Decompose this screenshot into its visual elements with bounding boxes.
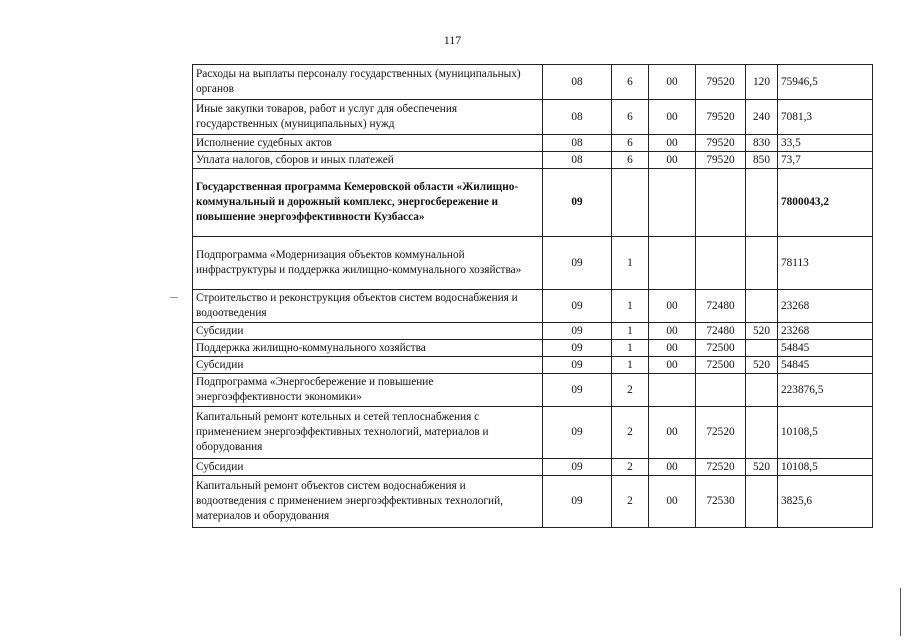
row-subprogram-code	[649, 237, 696, 290]
row-program-code	[612, 169, 649, 237]
row-section-code: 09	[543, 290, 612, 323]
row-amount: 223876,5	[778, 374, 873, 407]
row-expense-type-code: 850	[746, 152, 778, 169]
row-direction-code: 79520	[696, 135, 746, 152]
table-row	[193, 476, 873, 528]
scan-edge-mark	[900, 588, 901, 636]
table-row	[193, 323, 873, 340]
row-expense-type-code: 520	[746, 323, 778, 340]
table-row	[193, 459, 873, 476]
row-amount: 75946,5	[778, 65, 873, 100]
row-direction-code: 72530	[696, 476, 746, 528]
row-amount: 73,7	[778, 152, 873, 169]
row-expense-type-code	[746, 290, 778, 323]
row-program-code: 2	[612, 374, 649, 407]
row-name: Капитальный ремонт котельных и сетей теплоснабжения с применением энергоэффективных технологий, материалов и оборудования	[193, 407, 543, 459]
table-row	[193, 152, 873, 169]
row-direction-code	[696, 374, 746, 407]
table-row	[193, 65, 873, 100]
table-row	[193, 237, 873, 290]
row-name: Государственная программа Кемеровской области «Жилищно-коммунальный и дорожный комплекс, энергосбережение и повышение энергоэффективности Кузбасса»	[193, 169, 543, 237]
row-amount: 54845	[778, 357, 873, 374]
page-number: 117	[443, 33, 462, 47]
row-program-code: 2	[612, 476, 649, 528]
row-expense-type-code	[746, 169, 778, 237]
row-program-code: 1	[612, 340, 649, 357]
row-program-code: 6	[612, 135, 649, 152]
row-subprogram-code: 00	[649, 476, 696, 528]
row-amount: 23268	[778, 290, 873, 323]
table-row	[193, 357, 873, 374]
scan-artifact	[170, 297, 178, 298]
row-section-code: 09	[543, 169, 612, 237]
row-expense-type-code	[746, 340, 778, 357]
row-direction-code: 79520	[696, 65, 746, 100]
row-amount: 33,5	[778, 135, 873, 152]
table-row	[193, 100, 873, 135]
row-amount: 54845	[778, 340, 873, 357]
row-subprogram-code: 00	[649, 407, 696, 459]
row-program-code: 6	[612, 152, 649, 169]
row-name: Подпрограмма «Модернизация объектов коммунальной инфраструктуры и поддержка жилищно-коммунального хозяйства»	[193, 237, 543, 290]
row-section-code: 09	[543, 237, 612, 290]
row-name: Поддержка жилищно-коммунального хозяйства	[193, 340, 543, 357]
row-amount: 3825,6	[778, 476, 873, 528]
row-expense-type-code: 520	[746, 357, 778, 374]
row-name: Строительство и реконструкция объектов систем водоснабжения и водоотведения	[193, 290, 543, 323]
row-subprogram-code: 00	[649, 100, 696, 135]
row-name: Субсидии	[193, 357, 543, 374]
row-direction-code: 72500	[696, 340, 746, 357]
row-section-code: 09	[543, 357, 612, 374]
row-section-code: 08	[543, 135, 612, 152]
row-section-code: 09	[543, 323, 612, 340]
row-amount: 23268	[778, 323, 873, 340]
row-section-code: 09	[543, 407, 612, 459]
row-section-code: 08	[543, 100, 612, 135]
row-program-code: 6	[612, 100, 649, 135]
row-direction-code: 79520	[696, 100, 746, 135]
row-amount: 10108,5	[778, 407, 873, 459]
row-direction-code	[696, 237, 746, 290]
row-name: Исполнение судебных актов	[193, 135, 543, 152]
table-row	[193, 407, 873, 459]
row-expense-type-code: 520	[746, 459, 778, 476]
row-program-code: 1	[612, 290, 649, 323]
budget-table	[192, 64, 873, 528]
row-name: Подпрограмма «Энергосбережение и повышение энергоэффективности экономики»	[193, 374, 543, 407]
row-program-code: 6	[612, 65, 649, 100]
row-direction-code: 79520	[696, 152, 746, 169]
row-amount: 78113	[778, 237, 873, 290]
row-name: Расходы на выплаты персоналу государственных (муниципальных) органов	[193, 65, 543, 100]
row-name: Капитальный ремонт объектов систем водоснабжения и водоотведения с применением энергоэффективных технологий, материалов и оборудования	[193, 476, 543, 528]
row-section-code: 09	[543, 459, 612, 476]
row-direction-code: 72480	[696, 323, 746, 340]
row-section-code: 08	[543, 65, 612, 100]
row-subprogram-code: 00	[649, 357, 696, 374]
row-expense-type-code	[746, 374, 778, 407]
row-subprogram-code	[649, 374, 696, 407]
row-program-code: 2	[612, 459, 649, 476]
row-direction-code	[696, 169, 746, 237]
table-row	[193, 290, 873, 323]
row-direction-code: 72520	[696, 407, 746, 459]
row-direction-code: 72480	[696, 290, 746, 323]
row-subprogram-code: 00	[649, 290, 696, 323]
row-amount: 10108,5	[778, 459, 873, 476]
row-subprogram-code: 00	[649, 152, 696, 169]
row-program-code: 1	[612, 237, 649, 290]
row-name: Уплата налогов, сборов и иных платежей	[193, 152, 543, 169]
table-row	[193, 374, 873, 407]
row-subprogram-code: 00	[649, 323, 696, 340]
row-name: Субсидии	[193, 459, 543, 476]
row-amount: 7800043,2	[778, 169, 873, 237]
row-direction-code: 72500	[696, 357, 746, 374]
row-section-code: 09	[543, 476, 612, 528]
row-section-code: 08	[543, 152, 612, 169]
row-expense-type-code	[746, 237, 778, 290]
row-subprogram-code: 00	[649, 65, 696, 100]
row-section-code: 09	[543, 374, 612, 407]
row-direction-code: 72520	[696, 459, 746, 476]
table-body	[193, 65, 873, 528]
row-name: Субсидии	[193, 323, 543, 340]
row-expense-type-code: 830	[746, 135, 778, 152]
row-subprogram-code	[649, 169, 696, 237]
row-expense-type-code	[746, 407, 778, 459]
row-expense-type-code: 240	[746, 100, 778, 135]
row-section-code: 09	[543, 340, 612, 357]
table-row	[193, 340, 873, 357]
row-expense-type-code: 120	[746, 65, 778, 100]
row-subprogram-code: 00	[649, 135, 696, 152]
row-amount: 7081,3	[778, 100, 873, 135]
table-row	[193, 169, 873, 237]
row-name: Иные закупки товаров, работ и услуг для обеспечения государственных (муниципальных) нужд	[193, 100, 543, 135]
row-program-code: 2	[612, 407, 649, 459]
table-row	[193, 135, 873, 152]
row-subprogram-code: 00	[649, 459, 696, 476]
row-program-code: 1	[612, 357, 649, 374]
row-expense-type-code	[746, 476, 778, 528]
row-subprogram-code: 00	[649, 340, 696, 357]
row-program-code: 1	[612, 323, 649, 340]
